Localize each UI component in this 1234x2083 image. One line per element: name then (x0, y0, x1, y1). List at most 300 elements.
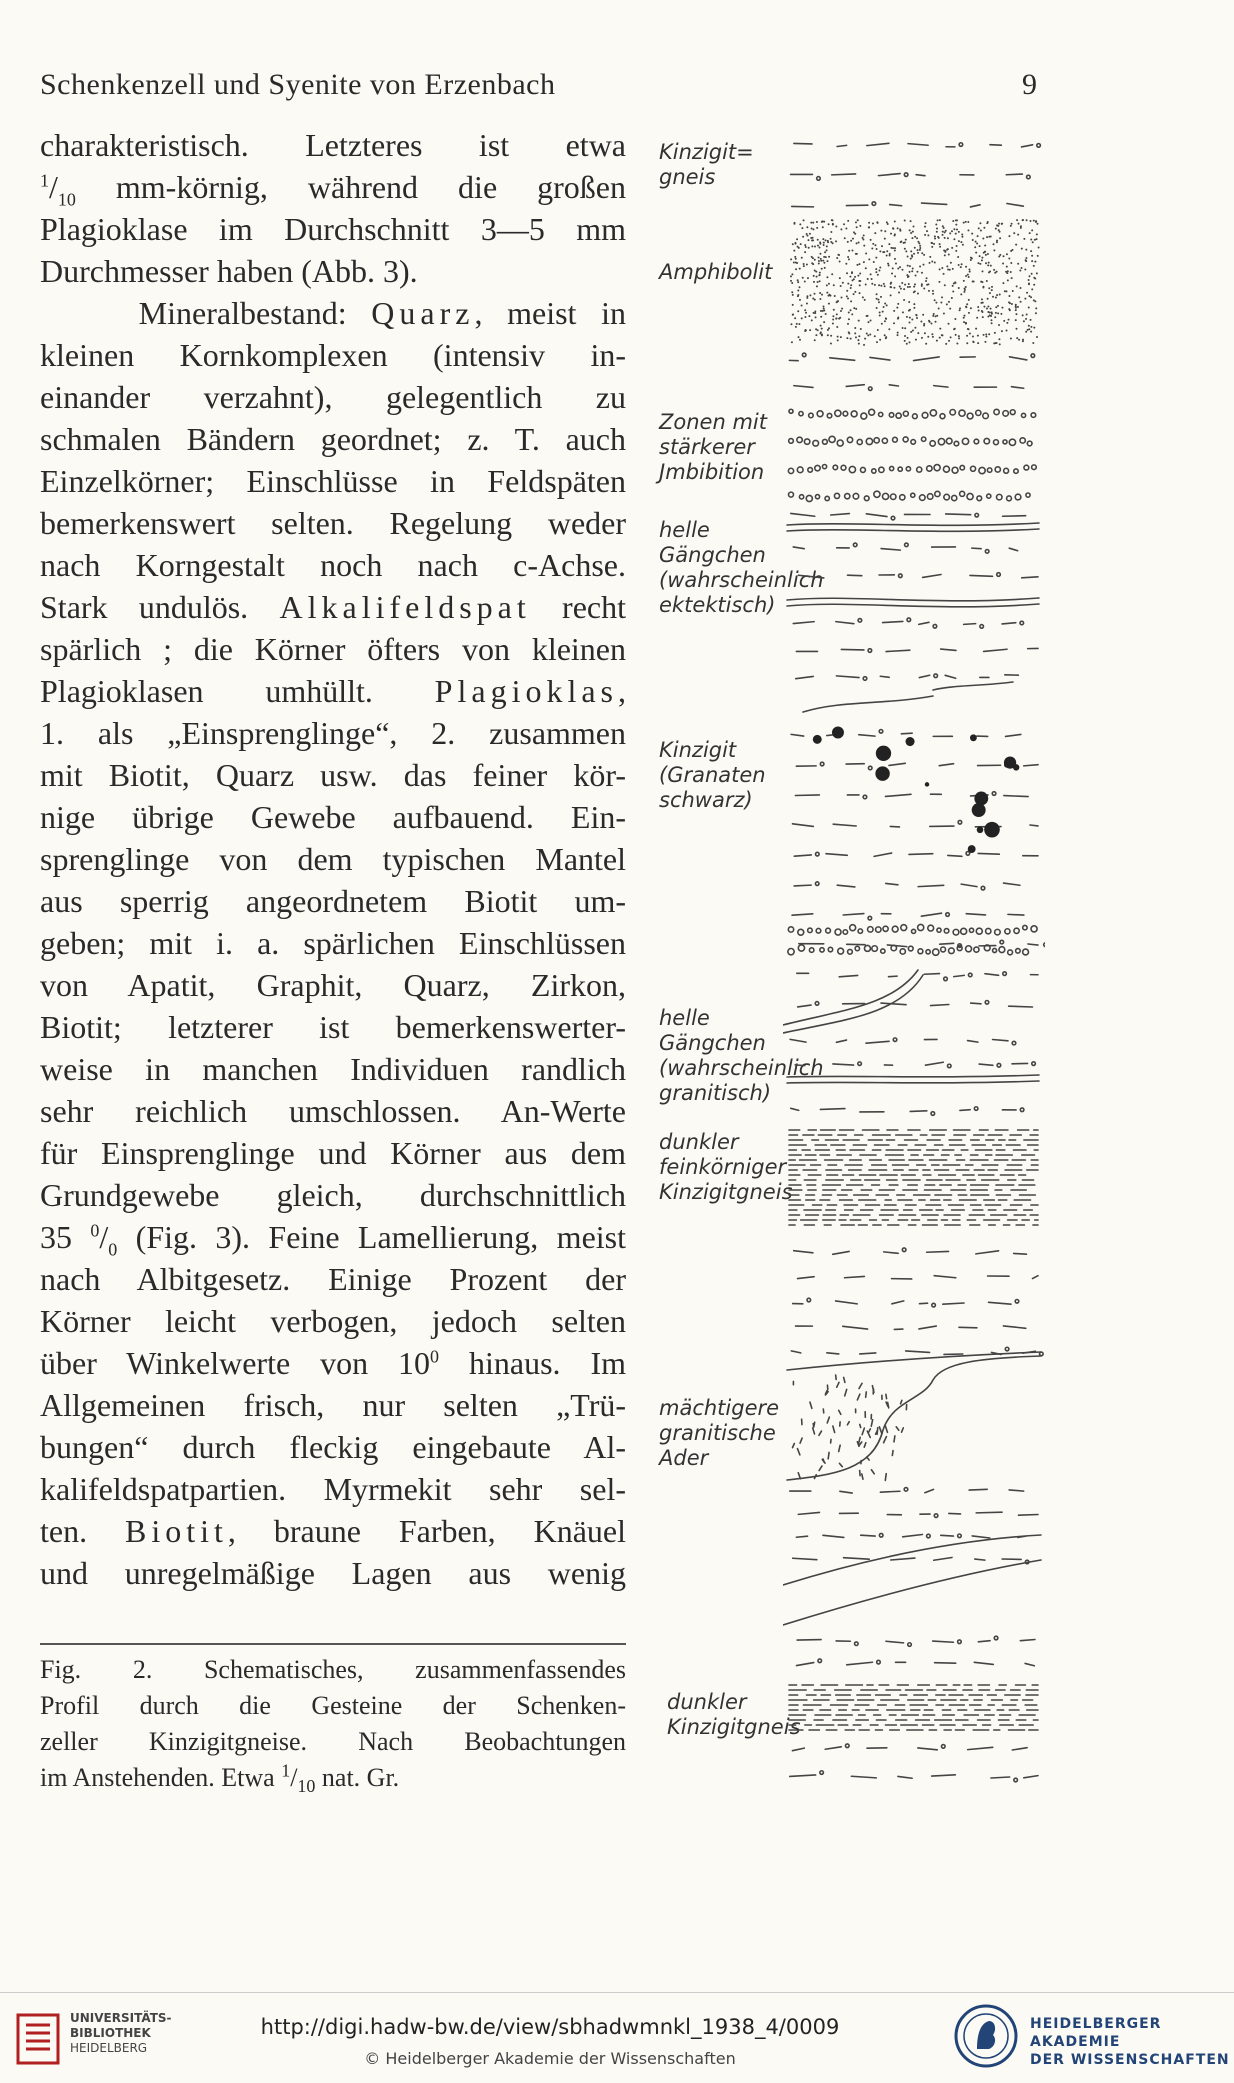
amphibolite-dot (823, 308, 825, 310)
gneiss-dash (827, 1353, 839, 1354)
amphibolite-dot (839, 260, 841, 262)
amphibolite-dot (965, 306, 967, 308)
amphibolite-dot (835, 240, 837, 242)
gneiss-grain (815, 1002, 819, 1006)
gneiss-dash (836, 622, 854, 624)
amphibolite-dot (975, 241, 977, 243)
gneiss-dash (931, 1004, 949, 1005)
gneiss-dash (832, 174, 856, 175)
amphibolite-dot (1028, 306, 1030, 308)
gneiss-dash (843, 1326, 868, 1329)
ader-grain (819, 1466, 822, 1471)
amphibolite-dot (985, 262, 987, 264)
amphibolite-dot (983, 306, 985, 308)
garnet (832, 727, 844, 739)
amphibolite-dot (964, 288, 966, 290)
amphibolite-dot (921, 272, 923, 274)
gneiss-dash (830, 358, 855, 361)
amphibolite-dot (814, 339, 816, 341)
amphibolite-dot (963, 321, 965, 323)
gneiss-dash (795, 795, 819, 796)
amphibolite-dot (950, 262, 952, 264)
text-line: und unregelmäßige Lagen aus wenig (40, 1552, 626, 1594)
figure-caption (40, 1652, 626, 1796)
amphibolite-dot (955, 224, 957, 226)
amphibolite-dot (795, 326, 797, 328)
amphibolite-dot (915, 339, 917, 341)
imbibition-grain (997, 494, 1002, 499)
amphibolite-dot (985, 335, 987, 337)
ader-grain (862, 1474, 863, 1479)
gneiss-grain (992, 792, 996, 796)
imbibition-grain (789, 409, 793, 413)
gneiss-dash (1004, 883, 1020, 885)
amphibolite-dot (924, 234, 926, 236)
amphibolite-dot (913, 253, 915, 255)
gneiss-grain (974, 1107, 978, 1111)
amphibolite-dot (837, 254, 839, 256)
gneiss-grain (905, 543, 909, 547)
imbibition-grain (917, 467, 922, 472)
amphibolite-dot (975, 328, 977, 330)
amphibolite-dot (804, 330, 806, 332)
amphibolite-dot (1011, 303, 1013, 305)
amphibolite-dot (819, 272, 821, 274)
amphibolite-dot (1033, 284, 1035, 286)
amphibolite-dot (992, 296, 994, 298)
amphibolite-dot (932, 315, 934, 317)
amphibolite-dot (1035, 307, 1037, 309)
imbibition-grain (834, 493, 839, 498)
amphibolite-dot (1017, 306, 1019, 308)
amphibolite-dot (837, 339, 839, 341)
amphibolite-dot (890, 282, 892, 284)
document-url[interactable]: http://digi.hadw-bw.de/view/sbhadwmnkl_1938_4/0009 (250, 2015, 850, 2039)
imbibition-grain (974, 947, 979, 952)
amphibolite-dot (956, 245, 958, 247)
amphibolite-dot (875, 257, 877, 259)
amphibolite-dot (929, 256, 931, 258)
amphibolite-dot (893, 322, 895, 324)
amphibolite-dot (955, 250, 957, 252)
amphibolite-dot (1022, 314, 1024, 316)
amphibolite-dot (1035, 220, 1037, 222)
imbibition-grain (1009, 439, 1015, 445)
amphibolite-dot (1024, 298, 1026, 300)
imbibition-grain (1026, 493, 1030, 497)
ader-grain (798, 1473, 800, 1479)
amphibolite-dot (1011, 277, 1013, 279)
amphibolite-dot (916, 317, 918, 319)
gneiss-grain (985, 1001, 989, 1005)
geological-profile-figure (655, 130, 1055, 1790)
amphibolite-dot (894, 234, 896, 236)
amphibolite-dot (825, 239, 827, 241)
amphibolite-dot (803, 263, 805, 265)
amphibolite-dot (950, 336, 952, 338)
amphibolite-dot (830, 231, 832, 233)
amphibolite-dot (795, 258, 797, 260)
amphibolite-dot (983, 227, 985, 229)
amphibolite-dot (900, 288, 902, 290)
amphibolite-dot (910, 258, 912, 260)
imbibition-grain (940, 414, 945, 419)
gneiss-dash (798, 1277, 815, 1279)
amphibolite-dot (803, 219, 805, 221)
amphibolite-dot (935, 302, 937, 304)
imbibition-grain (946, 438, 952, 444)
imbibition-grain (993, 948, 997, 952)
running-title: Schenkenzell und Syenite von Erzenbach (40, 68, 556, 102)
amphibolite-dot (1010, 250, 1012, 252)
gneiss-grain (931, 1112, 935, 1116)
gneiss-dash (794, 885, 811, 886)
vein-edge (783, 1535, 1041, 1585)
gneiss-grain (959, 143, 963, 147)
amphibolite-dot (965, 221, 967, 223)
amphibolite-dot (959, 309, 961, 311)
amphibolite-dot (814, 293, 816, 295)
gneiss-dash (836, 1301, 858, 1304)
amphibolite-dot (983, 252, 985, 254)
imbibition-grain (954, 441, 959, 446)
imbibition-grain (813, 440, 819, 446)
amphibolite-dot (1030, 326, 1032, 328)
gneiss-dash (921, 203, 946, 204)
gneiss-dash (945, 675, 955, 678)
garnet (970, 734, 977, 741)
amphibolite-dot (858, 263, 860, 265)
amphibolite-dot (802, 277, 804, 279)
imbibition-grain (799, 412, 803, 416)
amphibolite-dot (995, 342, 997, 344)
amphibolite-dot (954, 282, 956, 284)
amphibolite-dot (952, 291, 954, 293)
gneiss-dash (892, 1301, 904, 1304)
gneiss-grain (863, 795, 867, 799)
gneiss-grain (1005, 1347, 1009, 1351)
gneiss-dash (1028, 944, 1038, 945)
imbibition-grain (798, 945, 804, 951)
amphibolite-dot (1006, 272, 1008, 274)
amphibolite-dot (1016, 337, 1018, 339)
amphibolite-dot (1017, 223, 1019, 225)
imbibition-grain (788, 927, 793, 932)
imbibition-grain (928, 925, 934, 931)
text-span: , meist in (474, 295, 626, 331)
gneiss-dash (1006, 174, 1022, 175)
gneiss-dash (935, 1663, 956, 1664)
gneiss-dash (886, 883, 898, 884)
gneiss-dash (923, 574, 941, 577)
amphibolite-dot (1015, 309, 1017, 311)
amphibolite-dot (968, 312, 970, 314)
amphibolite-dot (884, 334, 886, 336)
amphibolite-dot (827, 241, 829, 243)
amphibolite-dot (968, 268, 970, 270)
amphibolite-dot (963, 317, 965, 319)
imbibition-grain (1024, 465, 1029, 470)
gneiss-grain (933, 624, 937, 628)
amphibolite-dot (927, 234, 929, 236)
amphibolite-dot (1035, 312, 1037, 314)
amphibolite-dot (813, 281, 815, 283)
amphibolite-dot (846, 337, 848, 339)
imbibition-grain (986, 928, 991, 933)
amphibolite-dot (965, 322, 967, 324)
gneiss-grain (932, 1303, 936, 1307)
amphibolite-dot (888, 243, 890, 245)
gneiss-dash (1022, 145, 1033, 147)
amphibolite-dot (1001, 223, 1003, 225)
amphibolite-dot (919, 247, 921, 249)
amphibolite-dot (991, 286, 993, 288)
ader-grain (793, 1444, 795, 1448)
amphibolite-dot (1028, 325, 1030, 327)
ader-grain (813, 1424, 814, 1427)
amphibolite-dot (810, 237, 812, 239)
amphibolite-dot (840, 310, 842, 312)
imbibition-grain (918, 949, 923, 954)
amphibolite-dot (962, 244, 964, 246)
gneiss-dash (1009, 1006, 1033, 1007)
imbibition-grain (1014, 928, 1019, 933)
amphibolite-dot (1006, 322, 1008, 324)
gneiss-dash (860, 1353, 876, 1354)
imbibition-grain (853, 493, 859, 499)
ader-grain (813, 1428, 815, 1434)
gneiss-dash (1006, 734, 1021, 736)
spaced-term: Biotit (125, 1513, 228, 1549)
gneiss-dash (794, 143, 812, 144)
amphibolite-dot (1016, 328, 1018, 330)
amphibolite-dot (969, 333, 971, 335)
amphibolite-dot (1025, 249, 1027, 251)
text-line (40, 1216, 626, 1258)
gneiss-dash (833, 1251, 849, 1254)
amphibolite-dot (1033, 327, 1035, 329)
amphibolite-dot (977, 235, 979, 237)
imbibition-grain (953, 929, 959, 935)
amphibolite-dot (936, 340, 938, 342)
gneiss-dash (916, 175, 925, 176)
ader-grain (800, 1438, 802, 1443)
imbibition-grain (922, 412, 928, 418)
gneiss-dash (886, 650, 910, 651)
amphibolite-dot (943, 273, 945, 275)
amphibolite-dot (863, 261, 865, 263)
imbibition-grain (788, 468, 793, 473)
amphibolite-dot (1029, 220, 1031, 222)
amphibolite-dot (815, 316, 817, 318)
amphibolite-dot (944, 237, 946, 239)
spaced-term: Alkalifeldspat (279, 589, 530, 625)
imbibition-grain (882, 438, 887, 443)
amphibolite-dot (897, 227, 899, 229)
amphibolite-dot (823, 256, 825, 258)
amphibolite-dot (915, 275, 917, 277)
amphibolite-dot (921, 283, 923, 285)
imbibition-grain (938, 439, 944, 445)
ader-grain (901, 1400, 902, 1403)
amphibolite-dot (824, 251, 826, 253)
amphibolite-dot (998, 223, 1000, 225)
amphibolite-dot (908, 301, 910, 303)
gneiss-dash (927, 1251, 949, 1252)
amphibolite-dot (923, 324, 925, 326)
imbibition-grain (890, 494, 895, 499)
amphibolite-dot (1020, 287, 1022, 289)
amphibolite-dot (811, 245, 813, 247)
amphibolite-dot (966, 335, 968, 337)
amphibolite-dot (804, 244, 806, 246)
amphibolite-dot (924, 226, 926, 228)
garnet (977, 826, 984, 833)
amphibolite-dot (910, 250, 912, 252)
vein-edge (787, 1081, 1039, 1083)
amphibolite-dot (879, 311, 881, 313)
text-line: kalifeldspatpartien. Myrmekit sehr sel- (40, 1468, 626, 1510)
subscript: 0 (108, 1239, 117, 1259)
amphibolite-dot (997, 225, 999, 227)
amphibolite-dot (972, 341, 974, 343)
imbibition-grain (1015, 494, 1021, 500)
amphibolite-dot (968, 299, 970, 301)
amphibolite-dot (926, 277, 928, 279)
gneiss-grain (877, 1660, 881, 1664)
amphibolite-dot (880, 230, 882, 232)
gneiss-dash (933, 1641, 954, 1642)
gneiss-dash (880, 676, 889, 677)
gneiss-dash (889, 385, 898, 386)
amphibolite-dot (880, 285, 882, 287)
imbibition-grain (962, 438, 968, 444)
amphibolite-dot (867, 334, 869, 336)
gneiss-dash (949, 1513, 961, 1514)
amphibolite-dot (982, 316, 984, 318)
amphibolite-dot (958, 240, 960, 242)
gneiss-grain (807, 1298, 811, 1302)
amphibolite-dot (814, 259, 816, 261)
gneiss-dash (870, 357, 890, 360)
gneiss-dash (836, 676, 859, 678)
imbibition-grain (816, 928, 821, 933)
text-line: aus sperrig angeordnetem Biotit um- (40, 880, 626, 922)
gneiss-dash (974, 1662, 993, 1664)
amphibolite-dot (1036, 233, 1038, 235)
imbibition-grain (934, 465, 940, 471)
amphibolite-dot (988, 287, 990, 289)
imbibition-grain (893, 437, 898, 442)
amphibolite-dot (966, 342, 968, 344)
amphibolite-dot (879, 339, 881, 341)
amphibolite-dot (871, 248, 873, 250)
amphibolite-dot (1022, 219, 1024, 221)
imbibition-grain (882, 493, 888, 499)
amphibolite-dot (925, 343, 927, 345)
label-line: ektektisch) (659, 593, 824, 618)
gneiss-dash (793, 1558, 817, 1559)
imbibition-grain (977, 496, 982, 501)
amphibolite-dot (955, 219, 957, 221)
amphibolite-dot (1006, 266, 1008, 268)
ader-grain (845, 1389, 847, 1395)
amphibolite-dot (836, 326, 838, 328)
imbibition-grain (799, 495, 803, 499)
ader-grain (839, 1445, 841, 1451)
gneiss-grain (934, 674, 938, 678)
amphibolite-dot (828, 223, 830, 225)
amphibolite-dot (885, 336, 887, 338)
amphibolite-dot (818, 257, 820, 259)
imbibition-grain (961, 928, 967, 934)
amphibolite-dot (828, 256, 830, 258)
amphibolite-dot (909, 271, 911, 273)
amphibolite-dot (894, 250, 896, 252)
gneiss-grain (941, 1745, 945, 1749)
text-span: / (99, 1219, 108, 1255)
amphibolite-dot (804, 316, 806, 318)
gneiss-grain (981, 886, 985, 890)
imbibition-grain (815, 465, 820, 470)
amphibolite-dot (934, 299, 936, 301)
amphibolite-dot (816, 276, 818, 278)
amphibolite-dot (987, 221, 989, 223)
amphibolite-dot (852, 238, 854, 240)
imbibition-grain (808, 928, 813, 933)
amphibolite-dot (874, 244, 876, 246)
text-span: nat. Gr. (315, 1763, 399, 1792)
amphibolite-dot (911, 270, 913, 272)
amphibolite-dot (850, 240, 852, 242)
amphibolite-dot (846, 272, 848, 274)
text-line: bungen“ durch fleckig eingebaute Al- (40, 1426, 626, 1468)
amphibolite-dot (883, 306, 885, 308)
library-name-line: UNIVERSITÄTS- (70, 2011, 172, 2026)
imbibition-grain (952, 467, 958, 473)
amphibolite-dot (1000, 313, 1002, 315)
amphibolite-dot (890, 294, 892, 296)
amphibolite-dot (828, 303, 830, 305)
amphibolite-dot (967, 274, 969, 276)
imbibition-grain (1003, 411, 1009, 417)
amphibolite-dot (979, 263, 981, 265)
amphibolite-dot (923, 288, 925, 290)
amphibolite-dot (851, 272, 853, 274)
amphibolite-dot (848, 258, 850, 260)
gneiss-grain (934, 1514, 938, 1518)
gneiss-dash (921, 913, 941, 916)
amphibolite-dot (963, 222, 965, 224)
ader-grain (902, 1428, 904, 1432)
imbibition-grain (826, 928, 831, 933)
amphibolite-dot (858, 343, 860, 345)
amphibolite-dot (811, 262, 813, 264)
text-span: im Anstehenden. Etwa (40, 1763, 281, 1792)
library-name-line: HEIDELBERG (70, 2041, 172, 2056)
amphibolite-dot (823, 321, 825, 323)
amphibolite-dot (1005, 290, 1007, 292)
amphibolite-dot (944, 231, 946, 233)
gneiss-dash (798, 1512, 819, 1514)
amphibolite-dot (965, 266, 967, 268)
amphibolite-dot (895, 262, 897, 264)
amphibolite-dot (797, 289, 799, 291)
amphibolite-dot (805, 312, 807, 314)
amphibolite-dot (906, 343, 908, 345)
amphibolite-dot (801, 257, 803, 259)
amphibolite-dot (857, 219, 859, 221)
